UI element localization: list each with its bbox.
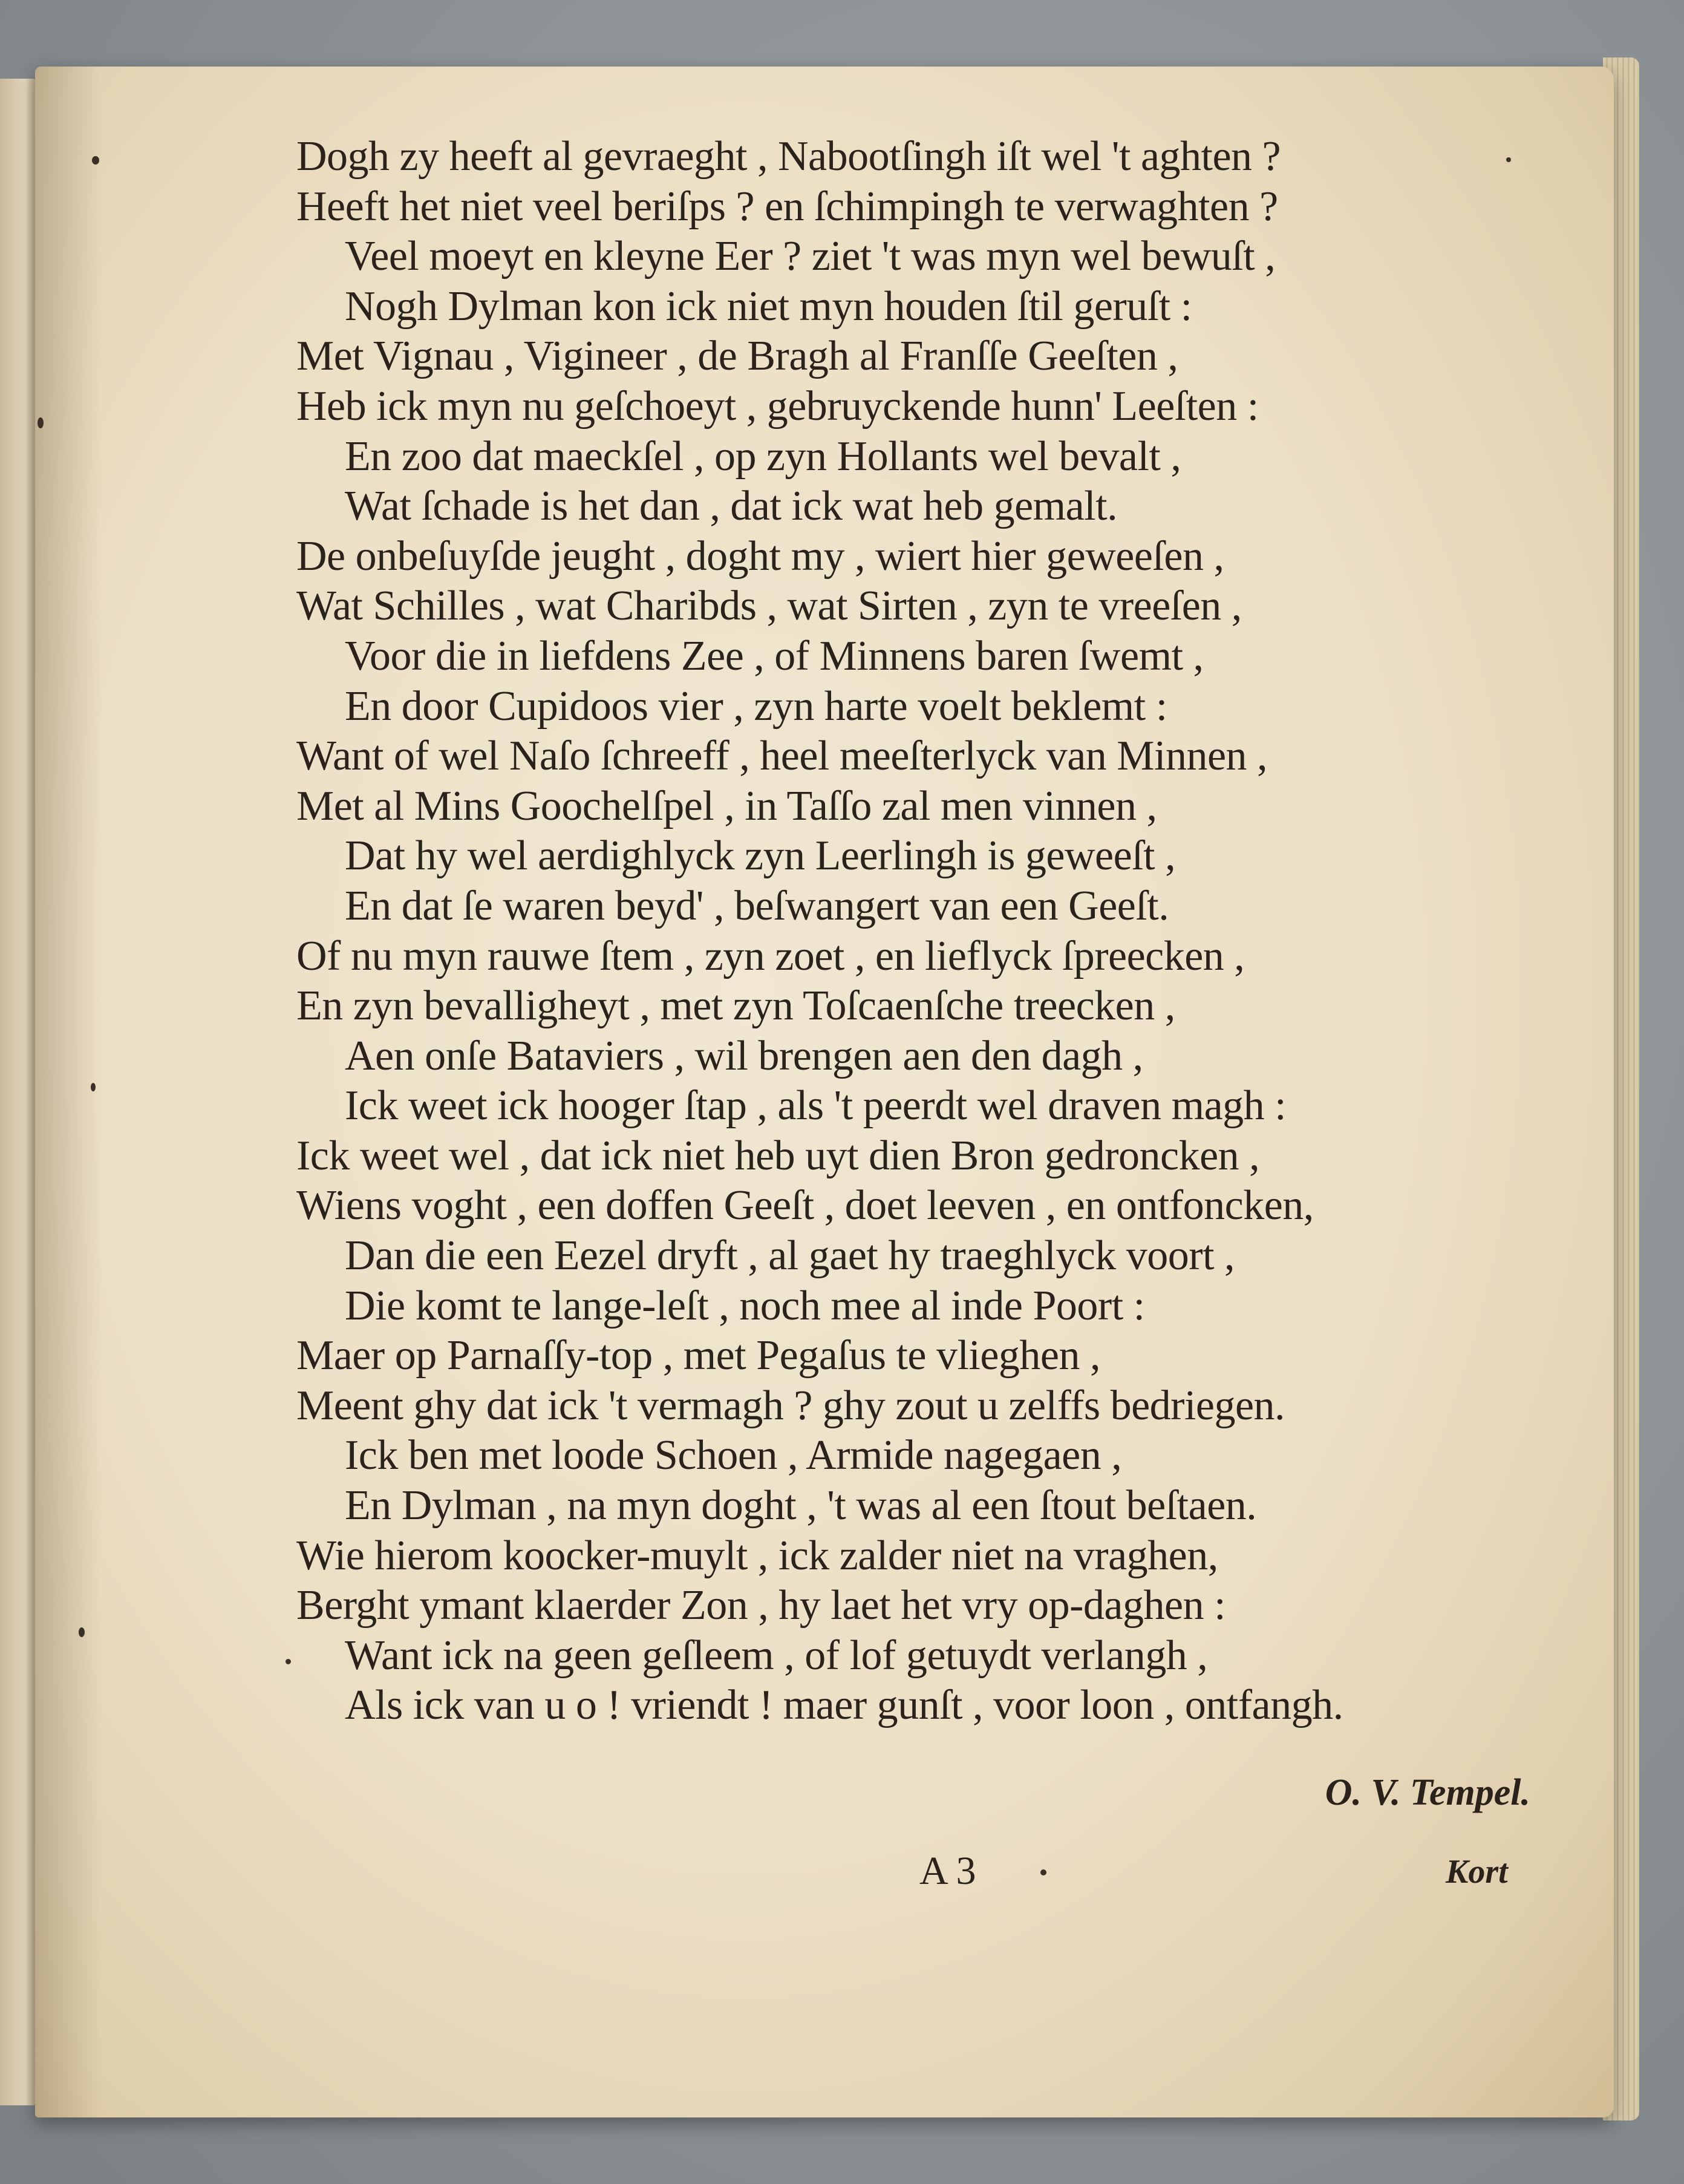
poem-line: Maer op Parnaſſy-top , met Pegaſus te vlieghen ,: [296, 1332, 1101, 1379]
poem-line: Ick ben met loode Schoen , Armide nagegaen ,: [345, 1432, 1122, 1479]
poem-line: Wie hierom koocker-muylt , ick zalder niet na vraghen,: [296, 1532, 1218, 1579]
poem-line: Want ick na geen geſleem , of lof getuydt verlangh ,: [345, 1632, 1208, 1679]
poem-line: Wiens voght , een doffen Geeſt , doet leeven , en ontfoncken,: [296, 1182, 1314, 1229]
gutter-shadow: [35, 67, 102, 2117]
poem-line: En door Cupidoos vier , zyn harte voelt beklemt :: [345, 682, 1167, 730]
poem-line: Ick weet wel , dat ick niet heb uyt dien Bron gedroncken ,: [296, 1132, 1260, 1179]
poem-line: Berght ymant klaerder Zon , hy laet het vry op-daghen :: [296, 1582, 1226, 1629]
poem-line: Dan die een Eezel dryft , al gaet hy traeghlyck voort ,: [345, 1232, 1235, 1280]
poem-line: Veel moeyt en kleyne Eer ? ziet 't was myn wel bewuſt ,: [345, 233, 1276, 280]
ink-speck: [92, 156, 99, 165]
ink-speck: [1506, 157, 1511, 162]
author-signature: [1149, 1771, 1530, 1814]
poem-line: Aen onſe Bataviers , wil brengen aen den dagh ,: [345, 1032, 1143, 1079]
poem-line: Heeft het niet veel beriſps ? en ſchimpingh te verwaghten ?: [296, 183, 1278, 230]
poem-line: En dat ſe waren beyd' , beſwangert van een Geeſt.: [345, 882, 1169, 929]
poem-line: Wat Schilles , wat Charibds , wat Sirten , zyn te vreeſen ,: [296, 583, 1242, 630]
poem-line: Nogh Dylman kon ick niet myn houden ſtil geruſt :: [345, 283, 1192, 330]
catchword: Kort: [1446, 1853, 1508, 1891]
poem-line: Of nu myn rauwe ſtem , zyn zoet , en lieflyck ſpreecken ,: [296, 932, 1245, 979]
poem-text: [296, 132, 1567, 1731]
signature-text: O. V. Tempel.: [1325, 1772, 1530, 1813]
ink-speck: [286, 1659, 291, 1664]
poem-line: En zyn bevalligheyt , met zyn Toſcaenſche treecken ,: [296, 982, 1175, 1030]
poem-line: Heb ick myn nu geſchoeyt , gebruyckende hunn' Leeſten :: [296, 382, 1259, 430]
poem-line: En Dylman , na myn doght , 't was al een ſtout beſtaen.: [345, 1482, 1257, 1529]
poem-line: Ick weet ick hooger ſtap , als 't peerdt wel draven magh :: [345, 1082, 1287, 1130]
poem-line: Want of wel Naſo ſchreeff , heel meeſterlyck van Minnen ,: [296, 733, 1268, 780]
poem-line: Wat ſchade is het dan , dat ick wat heb gemalt.: [345, 483, 1118, 530]
poem-line: Meent ghy dat ick 't vermagh ? ghy zout u zelffs bedriegen.: [296, 1382, 1285, 1429]
facing-page-edge: [0, 79, 36, 2105]
poem-line: En zoo dat maeckſel , op zyn Hollants wel bevalt ,: [345, 433, 1181, 480]
ink-speck: [91, 1083, 96, 1091]
ink-speck: [38, 417, 44, 428]
poem-line: Met Vignau , Vigineer , de Bragh al Franſſe Geeſten ,: [296, 333, 1178, 380]
ink-speck: [79, 1627, 85, 1637]
poem-line: Dogh zy heeft al gevraeght , Nabootſingh iſt wel 't aghten ?: [296, 133, 1281, 180]
poem-line: Als ick van u o ! vriendt ! maer gunſt , voor loon , ontfangh.: [345, 1682, 1343, 1729]
poem-line: De onbeſuyſde jeught , doght my , wiert hier geweeſen ,: [296, 532, 1224, 580]
poem-line: Die komt te lange-leſt , noch mee al inde Poort :: [345, 1282, 1145, 1329]
poem-line: Dat hy wel aerdighlyck zyn Leerlingh is geweeſt ,: [345, 832, 1176, 880]
ink-speck: [1040, 1869, 1046, 1875]
poem-line: Met al Mins Goochelſpel , in Taſſo zal men vinnen ,: [296, 782, 1157, 829]
signature-mark: A 3: [919, 1849, 976, 1893]
poem-line: Voor die in liefdens Zee , of Minnens baren ſwemt ,: [345, 632, 1204, 679]
